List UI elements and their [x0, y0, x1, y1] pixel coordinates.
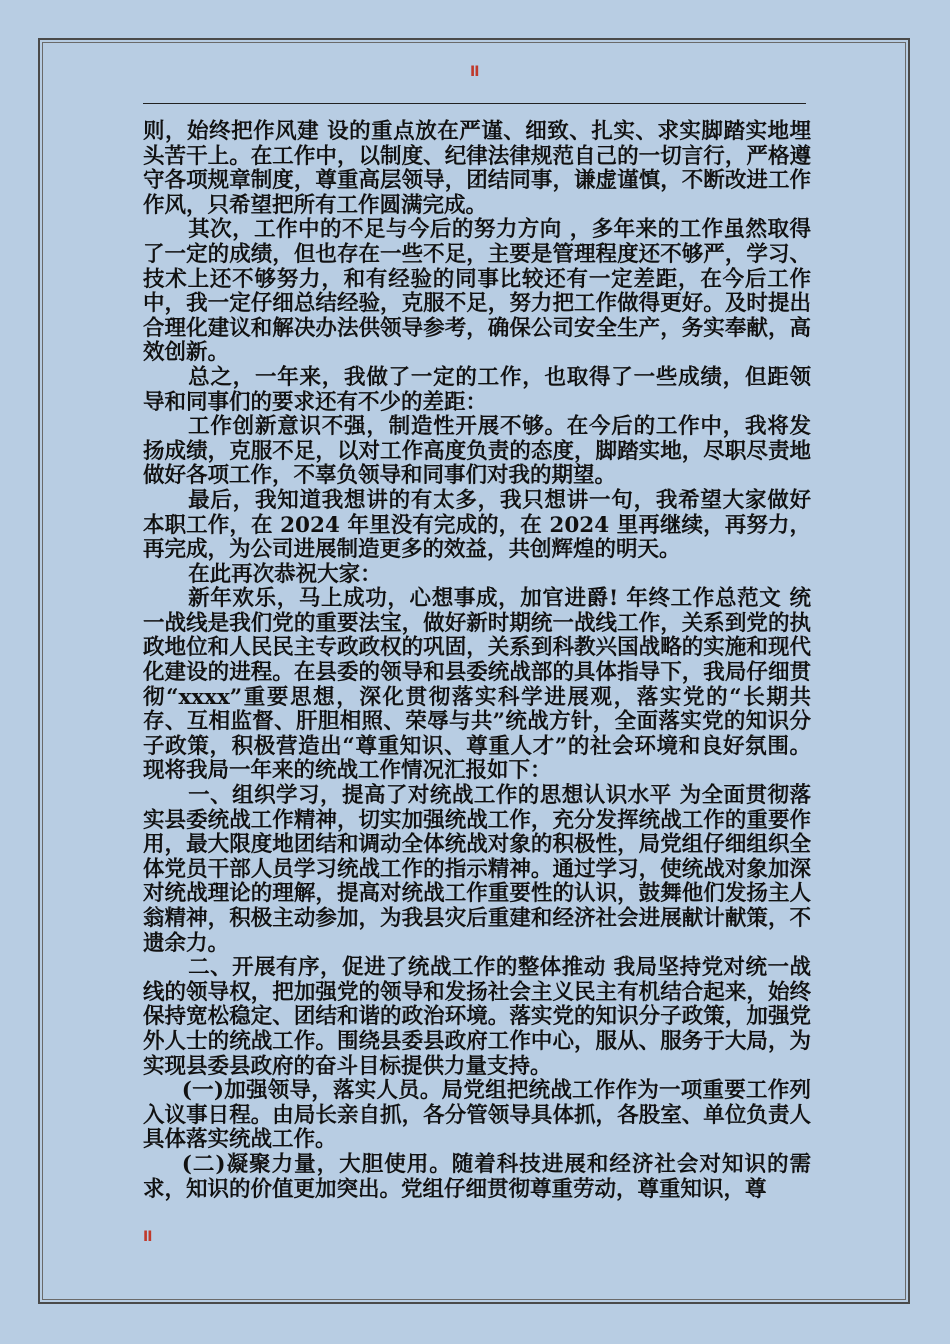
- paragraph: 新年欢乐，马上成功，心想事成，加官进爵! 年终工作总范文 统一战线是我们党的重要法宝，做好新时期统一战线工作，关系到党的执政地位和人民民主专政政权的巩固，关系到科教兴国战略的实施和现代化建设的进程。在县委的领导和县委统战部的具体指导下，我局仔细贯彻“xxxx”重要思想，深化贯彻落实科学进展观，落实党的“长期共存、互相监督、肝胆相照、荣辱与共”统战方针，全面落实党的知识分子政策，积极营造出“尊重知识、尊重人才”的社会环境和良好氛围。现将我局一年来的统战工作情况汇报如下：: [143, 586, 811, 784]
- paragraph: 工作创新意识不强，制造性开展不够。在今后的工作中，我将发扬成绩，克服不足，以对工作高度负责的态度，脚踏实地，尽职尽责地做好各项工作，不辜负领导和同事们对我的期望。: [143, 414, 811, 489]
- footer-page-mark: II: [143, 1229, 152, 1245]
- paragraph-continuation: 则，始终把作风建 设的重点放在严谨、细致、扎实、求实脚踏实地埋头苦干上。在工作中，以制度、纪律法律规范自己的一切言行，严格遵守各项规章制度，尊重高层领导，团结同事，谦虚谨慎，不断改进工作作风，只希望把所有工作圆满完成。: [143, 119, 811, 218]
- paragraph: (一)加强领导，落实人员。局党组把统战工作作为一项重要工作列入议事日程。由局长亲自抓，各分管领导具体抓，各股室、单位负责人具体落实统战工作。: [143, 1078, 811, 1153]
- paragraph: 二、开展有序，促进了统战工作的整体推动 我局坚持党对统一战线的领导权，把加强党的领导和发扬社会主义民主有机结合起来，始终保持宽松稳定、团结和谐的政治环境。落实党的知识分子政策，加强党外人士的统战工作。围绕县委县政府工作中心，服从、服务于大局，为实现县委县政府的奋斗目标提供力量支持。: [143, 955, 811, 1079]
- paragraph: 总之，一年来，我做了一定的工作，也取得了一些成绩，但距领导和同事们的要求还有不少的差距：: [143, 364, 811, 415]
- paragraph: 最后，我知道我想讲的有太多，我只想讲一句，我希望大家做好本职工作，在 2024 年里没有完成的，在 2024 里再继续，再努力，再完成，为公司进展制造更多的效益，共创辉煌的明天。: [143, 487, 811, 563]
- paragraph: (二)凝聚力量，大胆使用。随着科技进展和经济社会对知识的需求，知识的价值更加突出。党组仔细贯彻尊重劳动，尊重知识，尊: [143, 1151, 811, 1202]
- paragraph: 一、组织学习，提高了对统战工作的思想认识水平 为全面贯彻落实县委统战工作精神，切实加强统战工作，充分发挥统战工作的重要作用，最大限度地团结和调动全体统战对象的积极性，局党组仔细组织全体党员干部人员学习统战工作的指示精神。通过学习，使统战对象加深对统战理论的理解，提高对统战工作重要性的认识，鼓舞他们发扬主人翁精神，积极主动参加，为我县灾后重建和经济社会进展献计献策，不遗余力。: [143, 783, 811, 956]
- paragraph: 其次，工作中的不足与今后的努力方向 ，多年来的工作虽然取得了一定的成绩，但也存在一些不足，主要是管理程度还不够严，学习、技术上还不够努力，和有经验的同事比较还有一定差距，在今后工作中，我一定仔细总结经验，克服不足，努力把工作做得更好。及时提出合理化建议和解决办法供领导参考，确保公司安全生产，务实奉献，高效创新。: [143, 217, 811, 366]
- header-divider: [143, 103, 806, 104]
- header-page-mark: II: [470, 64, 479, 80]
- document-body: [143, 120, 811, 1202]
- paragraph: 在此再次恭祝大家：: [188, 561, 382, 587]
